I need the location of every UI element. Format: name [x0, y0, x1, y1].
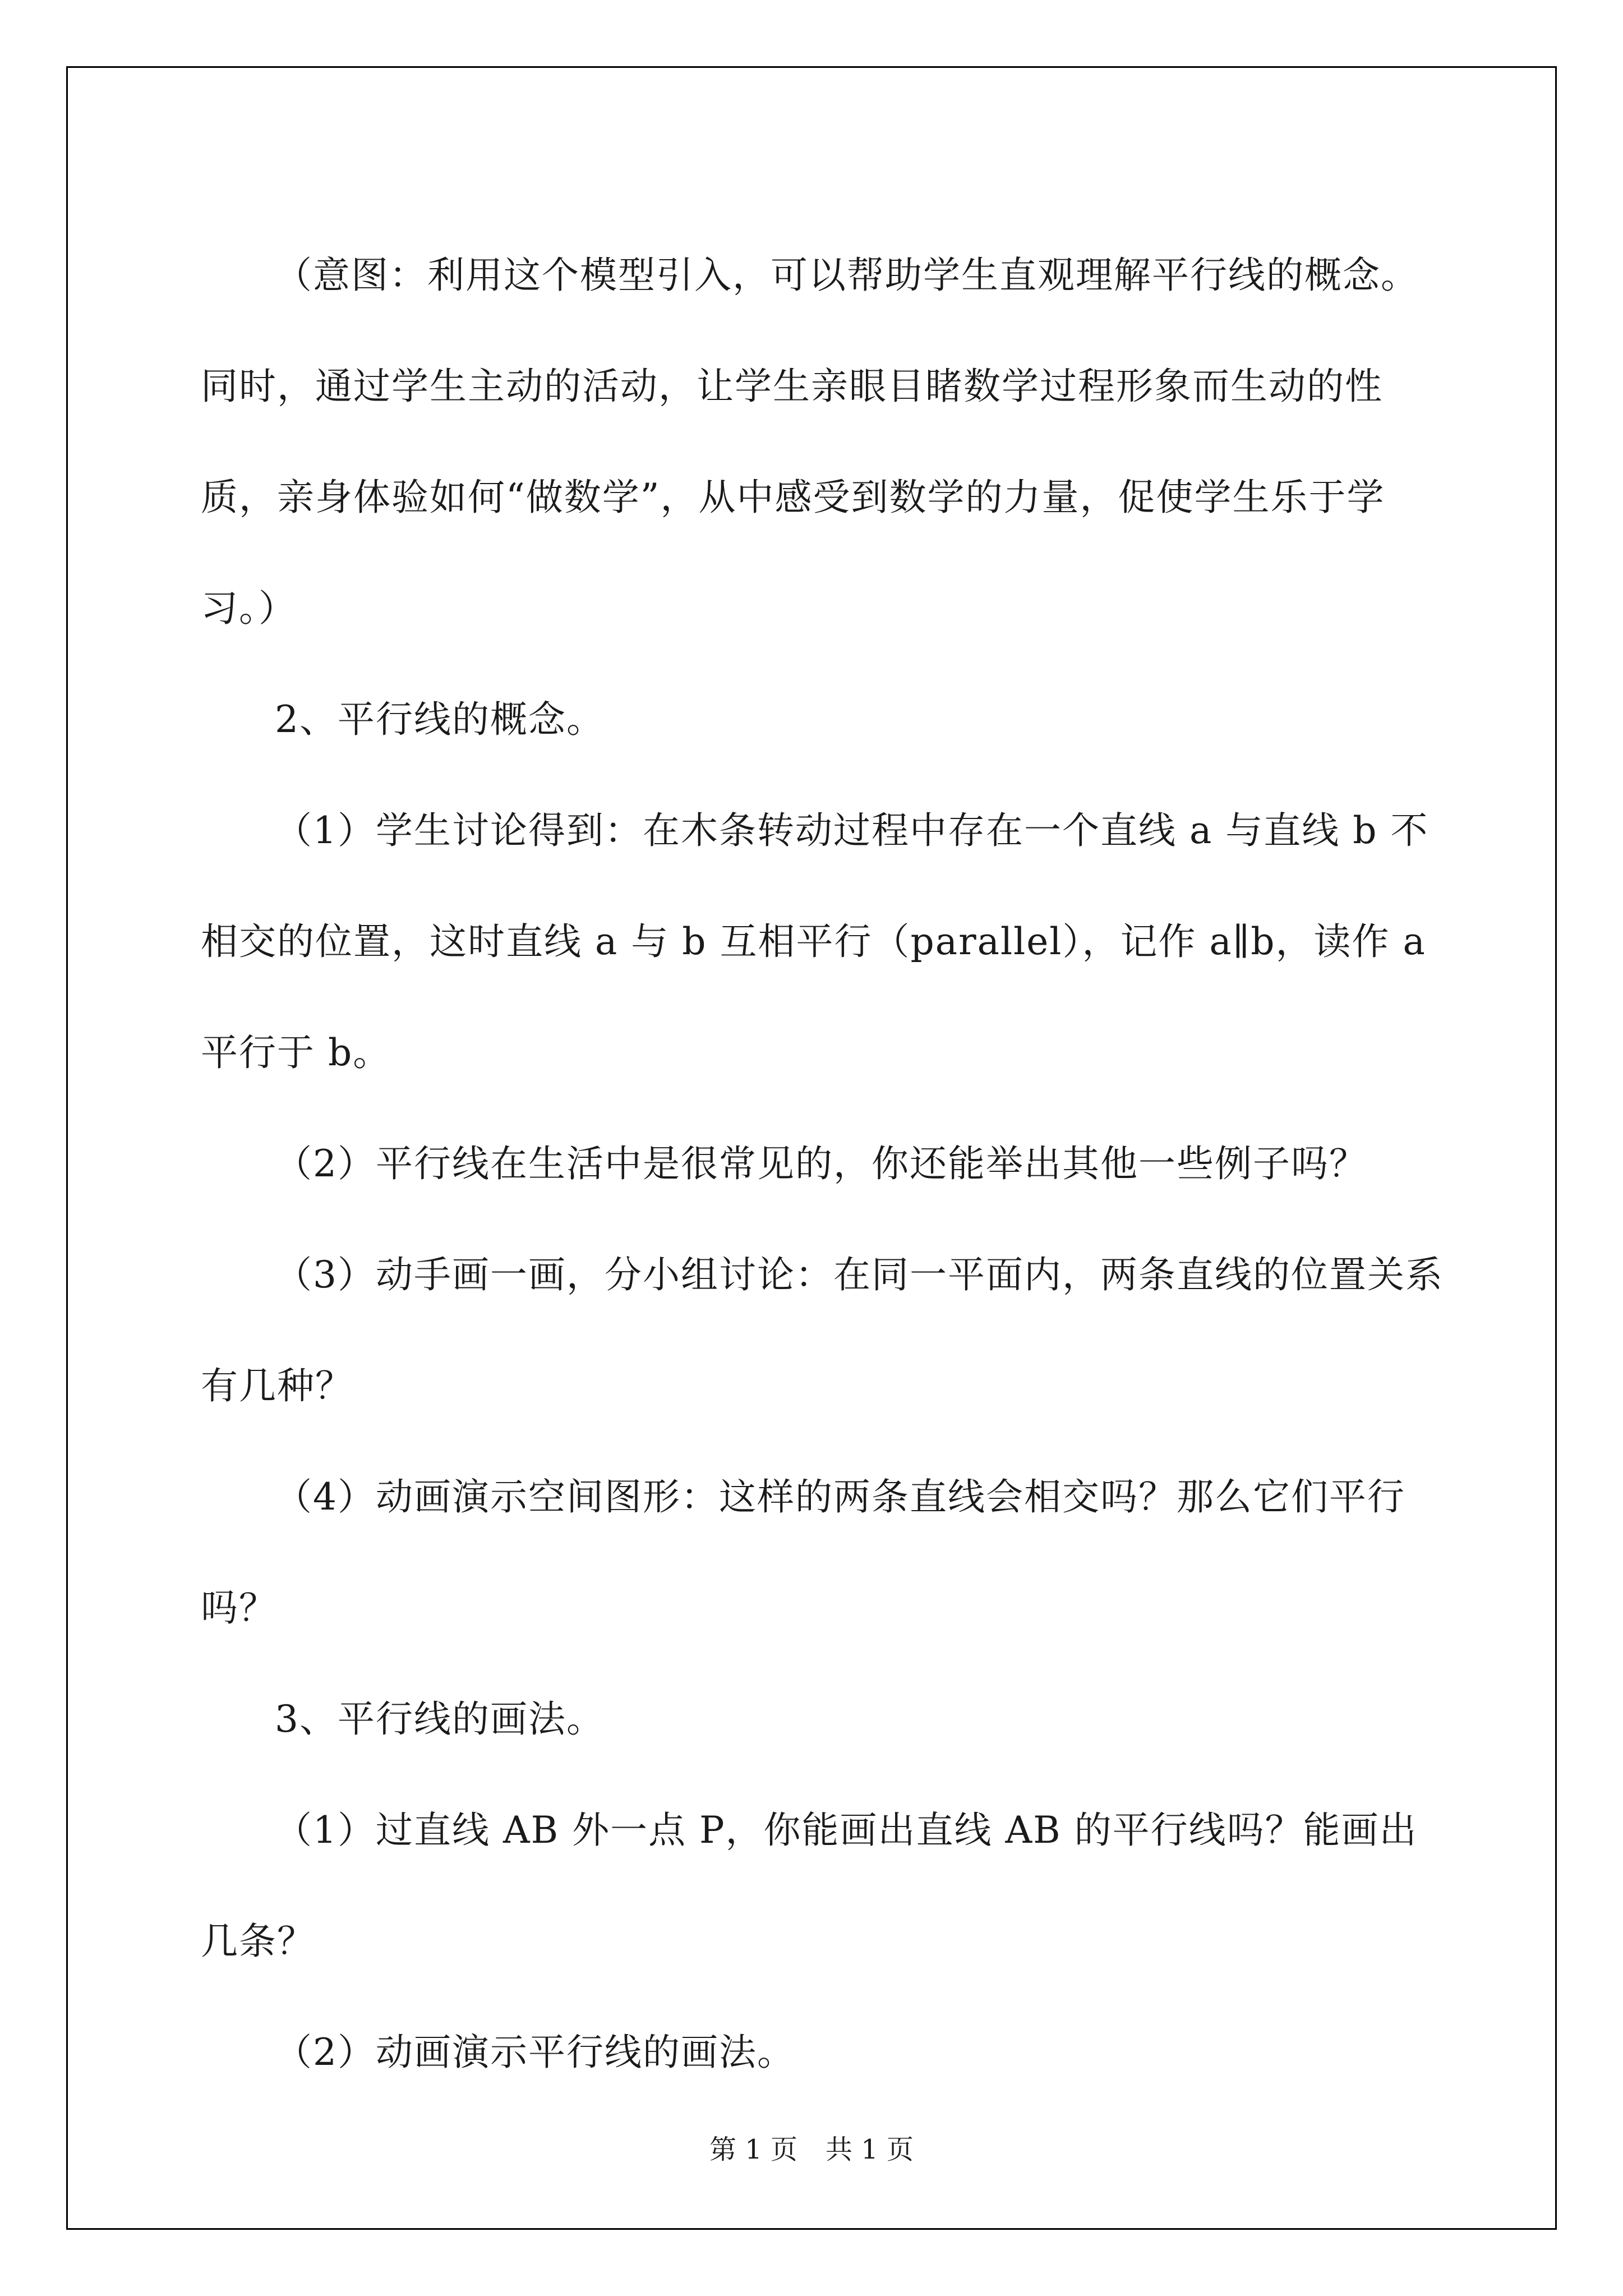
page-total: 共 1 页	[826, 2134, 914, 2165]
section-heading-concept: 2、平行线的概念。	[275, 698, 605, 741]
paragraph-item-3: （3）动手画一画，分小组讨论：在同一平面内，两条直线的位置关系有几种？	[201, 1253, 1444, 1407]
paragraph-drawing-1: （1）过直线 AB 外一点 P，你能画出直线 AB 的平行线吗？能画出几条？	[201, 1809, 1418, 1963]
page-footer	[0, 2133, 1623, 2166]
section-heading-drawing: 3、平行线的画法。	[275, 1697, 605, 1741]
paragraph-item-1: （1）学生讨论得到：在木条转动过程中存在一个直线 a 与直线 b 不相交的位置，这时直线 a 与 b 互相平行（parallel），记作 a∥b，读作 a 平行于 b。	[201, 809, 1429, 1074]
paragraph-item-2: （2）平行线在生活中是很常见的，你还能举出其他一些例子吗？	[275, 1142, 1367, 1185]
page-number: 第 1 页	[709, 2134, 797, 2165]
paragraph-drawing-2: （2）动画演示平行线的画法。	[275, 2031, 795, 2074]
paragraph-item-4: （4）动画演示空间图形：这样的两条直线会相交吗？那么它们平行吗？	[201, 1475, 1405, 1630]
paragraph-intent: （意图：利用这个模型引入，可以帮助学生直观理解平行线的概念。同时，通过学生主动的活动，让学生亲眼目睹数学过程形象而生动的性质，亲身体验如何“做数学”，从中感受到数学的力量，促使学生乐于学习。）	[201, 254, 1419, 630]
